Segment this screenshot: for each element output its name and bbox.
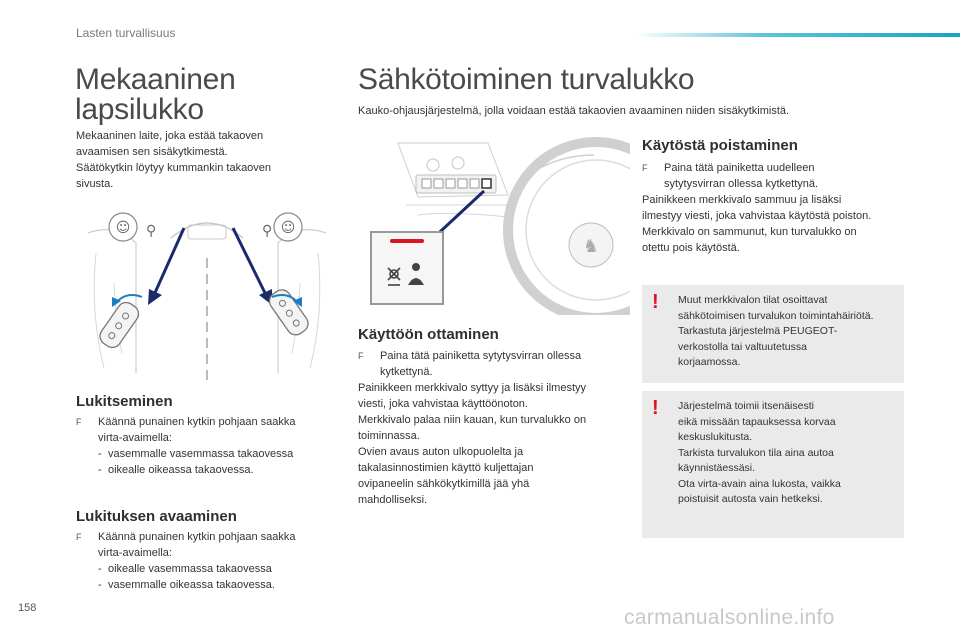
locking-instructions bbox=[76, 414, 336, 478]
warning-note-malfunction bbox=[642, 285, 904, 383]
deactivation-text bbox=[642, 160, 922, 256]
warning-icon: ! bbox=[652, 291, 659, 313]
text-line: Tarkastuta järjestelmä PEUGEOT- bbox=[678, 325, 838, 337]
text-line: Paina tätä painiketta sytytysvirran ollessa bbox=[380, 350, 582, 362]
title-line: Mekaaninen bbox=[75, 63, 236, 96]
dashboard-button-illustration bbox=[358, 135, 630, 315]
note-text bbox=[678, 399, 903, 508]
bullet-mark: F bbox=[76, 417, 82, 427]
text-line: poistuisit autosta vain hetkeksi. bbox=[678, 493, 823, 505]
text-line: Merkkivalo palaa niin kauan, kun turvalukko on bbox=[358, 414, 587, 426]
bullet-mark: F bbox=[642, 163, 648, 173]
text-line: korjaamossa. bbox=[678, 356, 741, 368]
watermark: carmanualsonline.info bbox=[624, 606, 835, 629]
bullet-mark: F bbox=[358, 351, 364, 361]
left-intro bbox=[76, 128, 316, 192]
text-line: vasemmalle oikeassa takaovessa. bbox=[108, 579, 275, 591]
text-line: oikealle vasemmassa takaovessa bbox=[108, 563, 272, 575]
text-line: Ovien avaus auton ulkopuolelta ja bbox=[358, 446, 524, 458]
page-number: 158 bbox=[18, 602, 37, 614]
dash-mark: - bbox=[98, 464, 102, 476]
warning-icon: ! bbox=[652, 397, 659, 419]
svg-text:♞: ♞ bbox=[582, 236, 600, 257]
svg-text:⚲: ⚲ bbox=[262, 223, 273, 239]
unlocking-heading: Lukituksen avaaminen bbox=[76, 508, 237, 525]
text-line: sytytysvirran ollessa kytkettynä. bbox=[664, 178, 819, 190]
header-title: Lasten turvallisuus bbox=[76, 26, 176, 40]
bullet-item bbox=[76, 529, 336, 561]
text-line: virta-avaimella: bbox=[98, 547, 172, 559]
text-line: otettu pois käytöstä. bbox=[642, 242, 740, 254]
svg-text:☺: ☺ bbox=[115, 220, 131, 236]
text-line: avaamisen sen sisäkytkimestä. bbox=[76, 146, 228, 158]
text-line: Painikkeen merkkivalo sammuu ja lisäksi bbox=[642, 194, 842, 206]
right-page-title: Sähkötoiminen turvalukko bbox=[358, 63, 695, 96]
bullet-item bbox=[358, 348, 628, 380]
text-line: oikealle oikeassa takaovessa. bbox=[108, 464, 254, 476]
activation-text bbox=[358, 348, 628, 508]
svg-text:☺: ☺ bbox=[280, 220, 296, 236]
deactivation-heading: Käytöstä poistaminen bbox=[642, 137, 798, 154]
note-text bbox=[678, 293, 903, 371]
dash-item bbox=[98, 446, 336, 462]
dash-item bbox=[98, 561, 336, 577]
text-line: ovipaneelin sähkökytkimillä jää yhä bbox=[358, 478, 530, 490]
text-line: sivusta. bbox=[76, 178, 114, 190]
title-line: lapsilukko bbox=[75, 93, 204, 126]
locking-heading: Lukitseminen bbox=[76, 393, 173, 410]
dash-mark: - bbox=[98, 579, 102, 591]
text-line: keskuslukitusta. bbox=[678, 431, 753, 443]
text-line: kytkettynä. bbox=[380, 366, 433, 378]
text-line: sähkötoimisen turvalukon toimintahäiriötä. bbox=[678, 309, 874, 322]
text-line: verkostolla tai valtuutetussa bbox=[678, 340, 807, 353]
activation-heading: Käyttöön ottaminen bbox=[358, 326, 499, 343]
svg-text:⚲: ⚲ bbox=[146, 223, 157, 239]
header-accent-bar bbox=[635, 33, 960, 37]
dash-item bbox=[98, 462, 336, 478]
bullet-item bbox=[642, 160, 922, 192]
text-line: Mekaaninen laite, joka estää takaoven bbox=[76, 130, 264, 142]
text-line: Merkkivalo on sammunut, kun turvalukko on bbox=[642, 226, 857, 238]
text-line: Säätökytkin löytyy kummankin takaoven bbox=[76, 162, 272, 174]
unlocking-instructions bbox=[76, 529, 336, 593]
text-line: Ota virta-avain aina lukosta, vaikka bbox=[678, 477, 841, 490]
dash-mark: - bbox=[98, 563, 102, 575]
left-page-title bbox=[75, 65, 235, 125]
dash-mark: - bbox=[98, 448, 102, 460]
child-lock-illustration bbox=[76, 203, 338, 383]
text-line: viesti, joka vahvistaa käyttöönoton. bbox=[358, 398, 528, 410]
text-line: Muut merkkivalon tilat osoittavat bbox=[678, 294, 828, 306]
text-line: ilmestyy viesti, joka vahvistaa käytöstä poiston. bbox=[642, 210, 872, 222]
text-line: Käännä punainen kytkin pohjaan saakka bbox=[98, 416, 296, 428]
bullet-mark: F bbox=[76, 532, 82, 542]
text-line: virta-avaimella: bbox=[98, 432, 172, 444]
dash-item bbox=[98, 577, 336, 593]
text-line: takalasinnostimien käyttö kuljettajan bbox=[358, 462, 534, 474]
text-line: toiminnassa. bbox=[358, 430, 420, 442]
text-line: Käännä punainen kytkin pohjaan saakka bbox=[98, 531, 296, 543]
text-line: käynnistäessäsi. bbox=[678, 462, 756, 474]
right-intro: Kauko-ohjausjärjestelmä, jolla voidaan estää takaovien avaaminen niiden sisäkytkimistä. bbox=[358, 105, 790, 117]
text-line: Järjestelmä toimii itsenäisesti bbox=[678, 400, 814, 412]
text-line: Painikkeen merkkivalo syttyy ja lisäksi ilmestyy bbox=[358, 382, 587, 394]
text-line: Paina tätä painiketta uudelleen bbox=[664, 162, 815, 174]
text-line: Tarkista turvalukon tila aina autoa bbox=[678, 446, 834, 459]
text-line: vasemmalle vasemmassa takaovessa bbox=[108, 448, 294, 460]
bullet-item bbox=[76, 414, 336, 446]
text-line: eikä missään tapauksessa korvaa bbox=[678, 415, 836, 428]
warning-note-independent bbox=[642, 391, 904, 538]
text-line: mahdolliseksi. bbox=[358, 494, 428, 506]
